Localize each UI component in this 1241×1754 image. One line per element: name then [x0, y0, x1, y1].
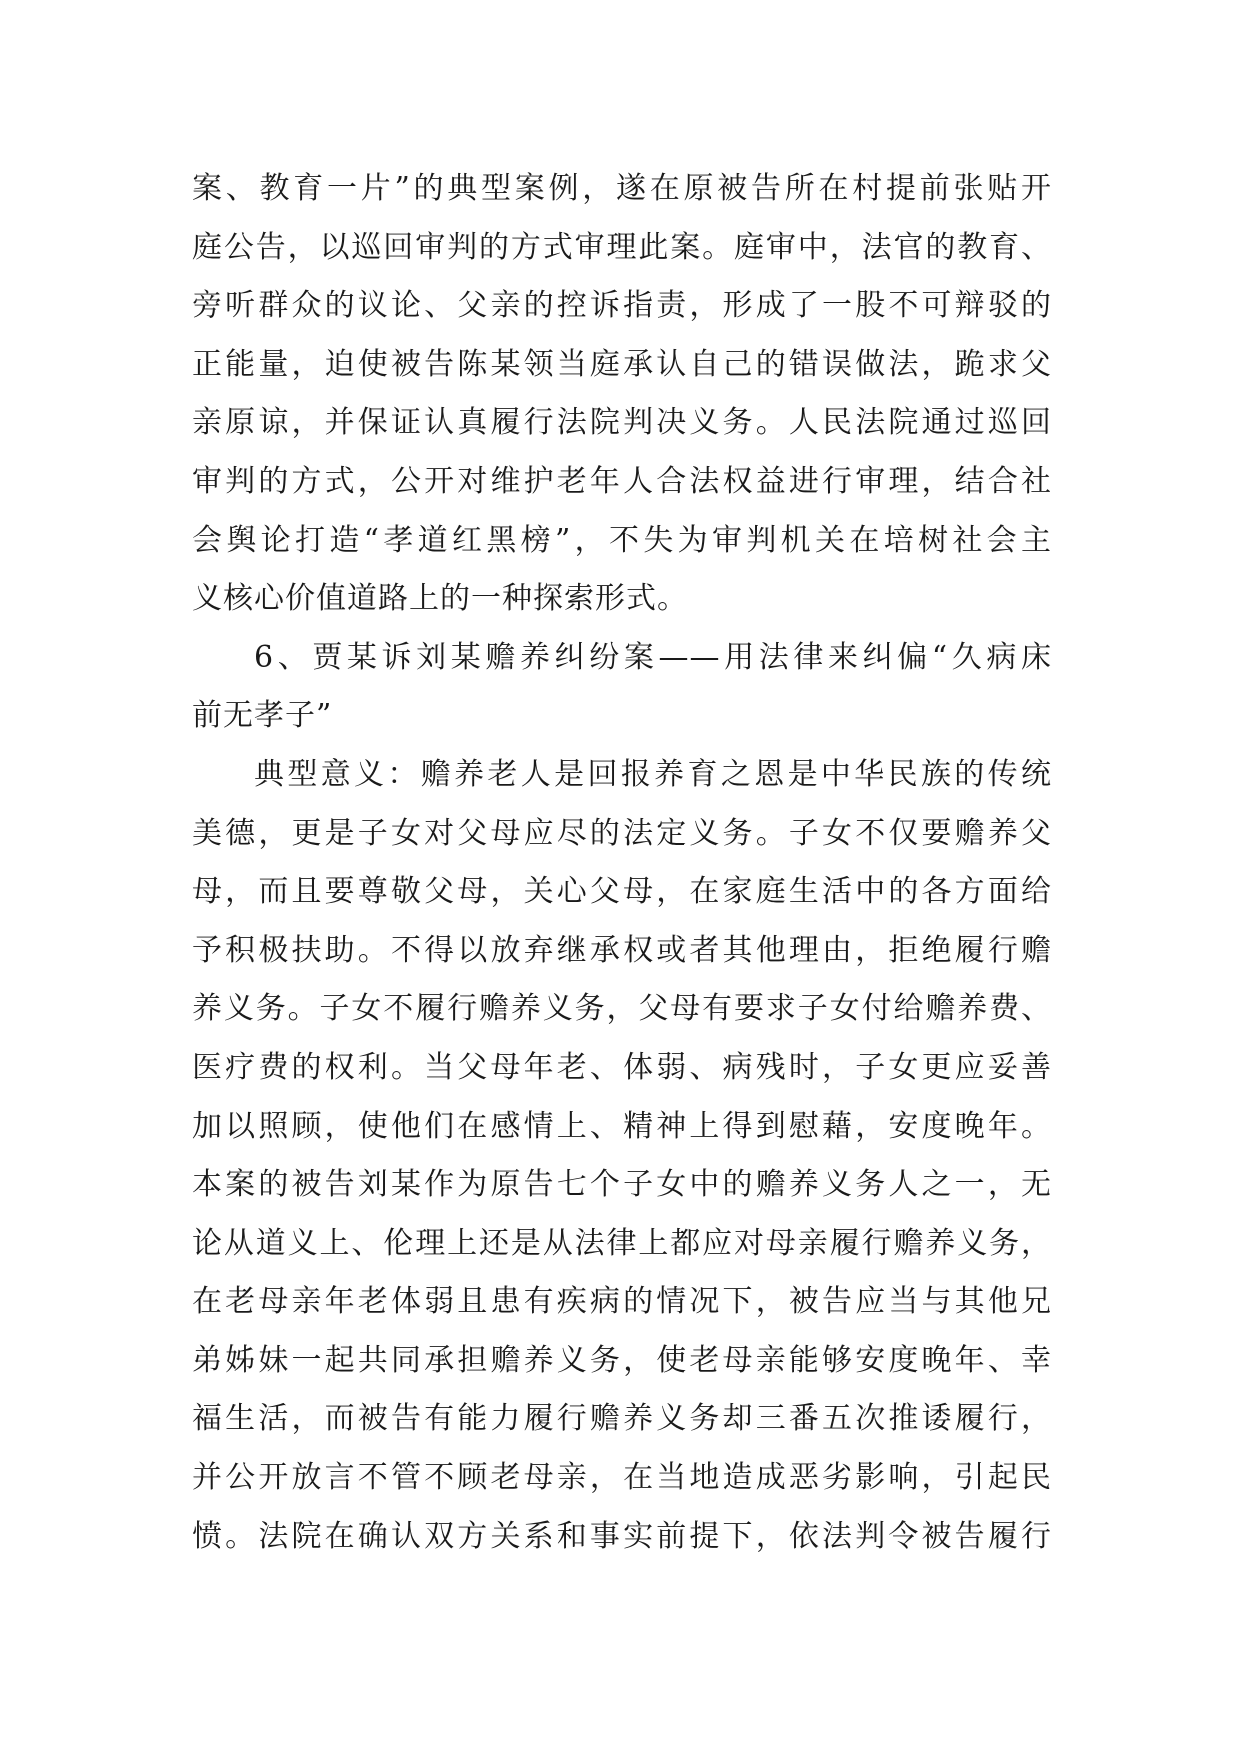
text-line: 6、贾某诉刘某赡养纠纷案——用法律来纠偏“久病床	[254, 639, 1052, 675]
text-line: 旁听群众的议论、父亲的控诉指责，形成了一股不可辩驳的	[192, 288, 1052, 324]
text-line: 在老母亲年老体弱且患有疾病的情况下，被告应当与其他兄	[192, 1284, 1052, 1320]
text-line: 亲原谅，并保证认真履行法院判决义务。人民法院通过巡回	[192, 405, 1052, 441]
text-line: 福生活，而被告有能力履行赡养义务却三番五次推诿履行，	[192, 1401, 1052, 1437]
text-line: 并公开放言不管不顾老母亲，在当地造成恶劣影响，引起民	[192, 1460, 1052, 1496]
text-line: 予积极扶助。不得以放弃继承权或者其他理由，拒绝履行赡	[192, 932, 1052, 968]
text-line: 养义务。子女不履行赡养义务，父母有要求子女付给赡养费、	[192, 991, 1052, 1027]
text-line: 庭公告，以巡回审判的方式审理此案。庭审中，法官的教育、	[192, 229, 1052, 265]
body-text	[192, 160, 1052, 1566]
text-line: 正能量，迫使被告陈某领当庭承认自己的错误做法，跪求父	[192, 346, 1052, 382]
text-line: 医疗费的权利。当父母年老、体弱、病残时，子女更应妥善	[192, 1049, 1052, 1085]
text-line: 前无孝子”	[192, 698, 333, 734]
text-line: 美德，更是子女对父母应尽的法定义务。子女不仅要赡养父	[192, 815, 1052, 851]
text-line: 本案的被告刘某作为原告七个子女中的赡养义务人之一，无	[192, 1167, 1052, 1203]
text-line: 典型意义：赡养老人是回报养育之恩是中华民族的传统	[254, 756, 1052, 792]
text-line: 愤。法院在确认双方关系和事实前提下，依法判令被告履行	[192, 1518, 1052, 1554]
text-line: 审判的方式，公开对维护老年人合法权益进行审理，结合社	[192, 463, 1052, 499]
text-line: 会舆论打造“孝道红黑榜”，不失为审判机关在培树社会主	[192, 522, 1052, 558]
text-line: 弟姊妹一起共同承担赡养义务，使老母亲能够安度晚年、幸	[192, 1342, 1052, 1378]
text-line: 案、教育一片”的典型案例，遂在原被告所在村提前张贴开	[192, 171, 1052, 206]
text-line: 母，而且要尊敬父母，关心父母，在家庭生活中的各方面给	[192, 874, 1052, 910]
text-line: 加以照顾，使他们在感情上、精神上得到慰藉，安度晚年。	[192, 1108, 1052, 1144]
text-line: 论从道义上、伦理上还是从法律上都应对母亲履行赡养义务，	[192, 1225, 1052, 1261]
text-line: 义核心价值道路上的一种探索形式。	[192, 581, 688, 617]
